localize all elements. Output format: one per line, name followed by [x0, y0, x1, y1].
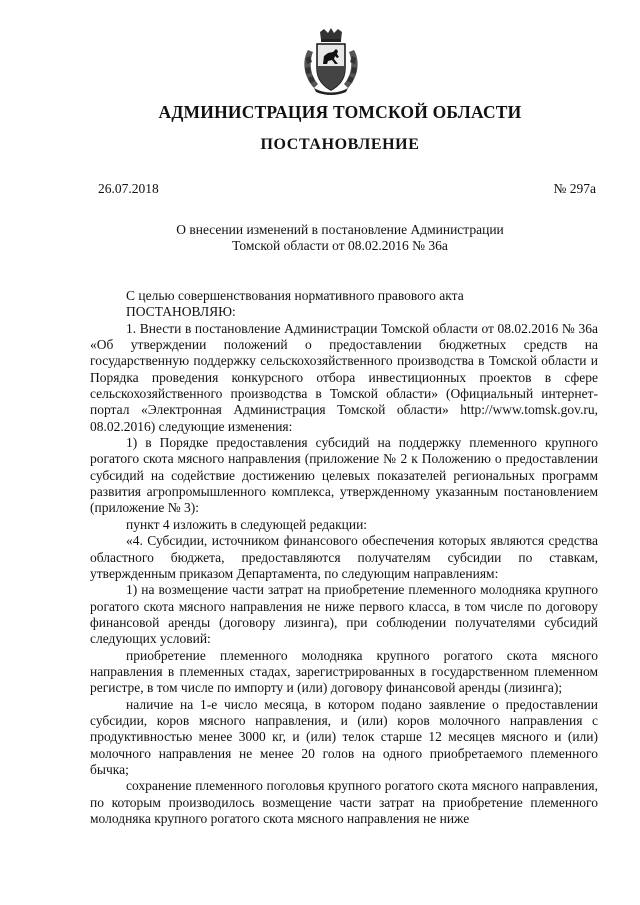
purpose-paragraph: С целью совершенствования нормативного правового акта	[126, 288, 464, 303]
organization-title: АДМИНИСТРАЦИЯ ТОМСКОЙ ОБЛАСТИ	[158, 102, 522, 122]
subject-line-2: Томской области от 08.02.2016 № 36а	[232, 238, 448, 253]
condition-2-paragraph: наличие на 1-е число месяца, в котором подано заявление о предоставлении субсидии, коров мясного направления, и (или) коров молочного направления с продуктивностью менее 3000 кг, и (или) телок старше 12 месяцев мясного и (или) молочного направления не менее 20 голов на одного приобретаемого племенного бычка;	[90, 696, 598, 777]
point-4-text: «4. Субсидии, источником финансового обеспечения которых являются средства областного бюджета, предоставляются получателям субсидии по ставкам, утвержденным приказом Департамента, по следующим направлениям:	[90, 533, 598, 581]
subject-line-1: О внесении изменений в постановление Администрации	[176, 222, 504, 237]
document-date: 26.07.2018	[98, 181, 159, 196]
condition-3-paragraph: сохранение племенного поголовья крупного рогатого скота мясного направления, по которым производилось возмещение части затрат на приобретение племенного молодняка крупного рогатого скота мясного направления не ниже	[90, 778, 598, 826]
condition-1-paragraph: приобретение племенного молодняка крупного рогатого скота мясного направления в племенных стадах, зарегистрированных в государственном племенном регистре, в том числе по импорту и (или) договору финансовой аренды (лизинга);	[90, 647, 598, 696]
document-body	[90, 288, 598, 827]
document-kind: ПОСТАНОВЛЕНИЕ	[260, 136, 420, 153]
document-number: № 297а	[553, 181, 596, 196]
direction-1-paragraph: 1) на возмещение части затрат на приобретение племенного молодняка крупного рогатого скота мясного направления не ниже первого класса, в том числе по договору финансовой аренды (договору лизинга), при соблюдении получателями субсидий следующих условий:	[90, 582, 598, 647]
decree-word: ПОСТАНОВЛЯЮ:	[126, 304, 236, 320]
item-1-paragraph: 1. Внести в постановление Администрации Томской области от 08.02.2016 № 36а «Об утверждении положений о предоставлении бюджетных средств на государственную поддержку сельскохозяйственного производства в Томской области и Порядка проведения конкурсного отбора инвестиционных проектов в сфере сельскохозяйственного производства в Томской области» (Официальный интернет-портал «Электронная Администрация Томской области» http://www.tomsk.gov.ru, 08.02.2016) следующие изменения:	[90, 320, 598, 434]
document-subject	[150, 222, 530, 254]
subitem-1-paragraph: 1) в Порядке предоставления субсидий на поддержку племенного крупного рогатого скота мясного направления (приложение № 2 к Положению о предоставлении субсидий на содействие достижению целевых показателей региональных программ развития агропромышленного комплекса, утвержденному указанным постановлением (приложение № 3):	[90, 435, 598, 516]
point-4-intro: пункт 4 изложить в следующей редакции:	[126, 516, 368, 532]
tomsk-coat-of-arms-icon	[300, 28, 362, 96]
